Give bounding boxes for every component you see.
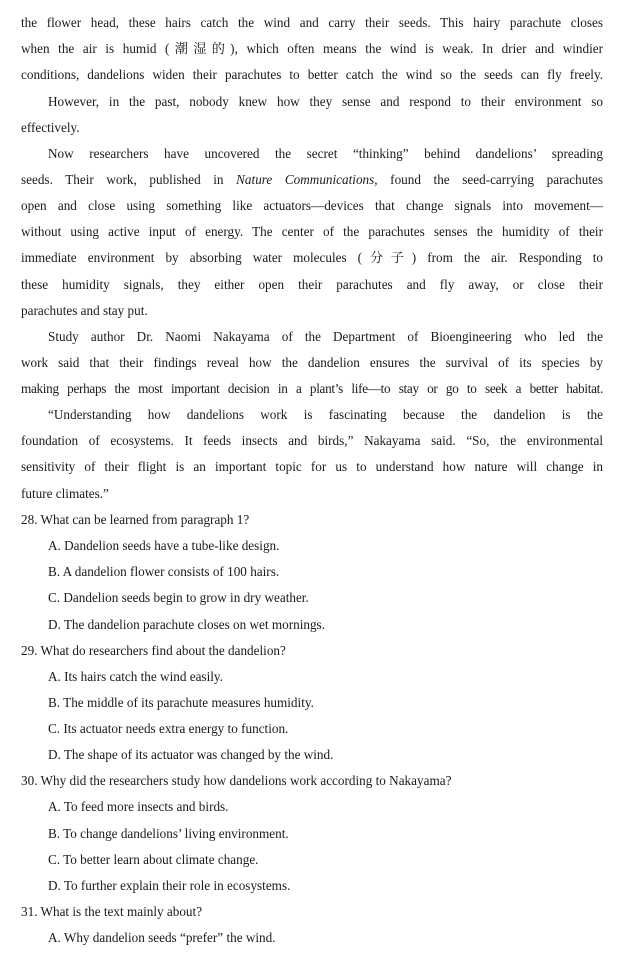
- option-a[interactable]: A. Why dandelion seeds “prefer” the wind.: [48, 930, 276, 945]
- option-a[interactable]: A. Dandelion seeds have a tube-like design.: [48, 538, 280, 553]
- question-stem: 31. What is the text mainly about?: [21, 904, 203, 919]
- passage-line: immediate environment by absorbing water molecules (分子) from the air. Responding to: [21, 250, 603, 265]
- passage-line: future climates.”: [21, 486, 109, 501]
- passage-line: parachutes and stay put.: [21, 303, 148, 318]
- passage-line: the flower head, these hairs catch the wind and carry their seeds. This hairy parachute closes: [21, 15, 603, 30]
- passage-text: , found the seed-carrying parachutes: [374, 172, 604, 187]
- option-b[interactable]: B. The middle of its parachute measures humidity.: [48, 695, 314, 710]
- passage-line: effectively.: [21, 120, 80, 135]
- option-d[interactable]: D. The dandelion parachute closes on wet mornings.: [48, 617, 325, 632]
- option-d[interactable]: D. The shape of its actuator was changed by the wind.: [48, 747, 334, 762]
- option-a[interactable]: A. Its hairs catch the wind easily.: [48, 669, 223, 684]
- passage-line: Now researchers have uncovered the secret “thinking” behind dandelions’ spreading: [48, 146, 603, 161]
- passage-line: open and close using something like actuators—devices that change signals into movement—: [21, 198, 603, 213]
- option-c[interactable]: C. Its actuator needs extra energy to function.: [48, 721, 289, 736]
- passage-line: sensitivity of their flight is an important topic for us to understand how nature will change in: [21, 459, 603, 474]
- option-c[interactable]: C. To better learn about climate change.: [48, 852, 259, 867]
- passage-line: these humidity signals, they either open their parachutes and fly away, or close their: [21, 277, 603, 292]
- passage-line: work said that their findings reveal how the dandelion ensures the survival of its species by: [21, 355, 603, 370]
- option-c[interactable]: C. Dandelion seeds begin to grow in dry weather.: [48, 590, 309, 605]
- passage-line: conditions, dandelions widen their parachutes to better catch the wind so the seeds can fly freely.: [21, 67, 603, 82]
- passage-line: making perhaps the most important decision in a plant’s life—to stay or go to seek a better habitat.: [21, 381, 603, 396]
- passage-line: when the air is humid (潮湿的), which often means the wind is weak. In drier and windier: [21, 41, 603, 56]
- option-b[interactable]: B. A dandelion flower consists of 100 hairs.: [48, 564, 280, 579]
- passage-line: “Understanding how dandelions work is fascinating because the dandelion is the: [48, 407, 603, 422]
- option-b[interactable]: B. To change dandelions’ living environment.: [48, 826, 289, 841]
- question-stem: 29. What do researchers find about the dandelion?: [21, 643, 286, 658]
- passage-text: seeds. Their work, published in: [21, 172, 237, 187]
- question-stem: 28. What can be learned from paragraph 1?: [21, 512, 250, 527]
- option-a[interactable]: A. To feed more insects and birds.: [48, 799, 229, 814]
- passage-line: However, in the past, nobody knew how they sense and respond to their environment so: [48, 94, 603, 109]
- passage-line: [21, 171, 603, 189]
- passage-line: foundation of ecosystems. It feeds insects and birds,” Nakayama said. “So, the environmental: [21, 433, 603, 448]
- option-d[interactable]: D. To further explain their role in ecosystems.: [48, 878, 291, 893]
- passage-line: without using active input of energy. The center of the parachutes senses the humidity of their: [21, 224, 603, 239]
- journal-title: Nature Communications: [236, 172, 375, 187]
- passage-line: Study author Dr. Naomi Nakayama of the Department of Bioengineering who led the: [48, 329, 603, 344]
- question-stem: 30. Why did the researchers study how dandelions work according to Nakayama?: [21, 773, 452, 788]
